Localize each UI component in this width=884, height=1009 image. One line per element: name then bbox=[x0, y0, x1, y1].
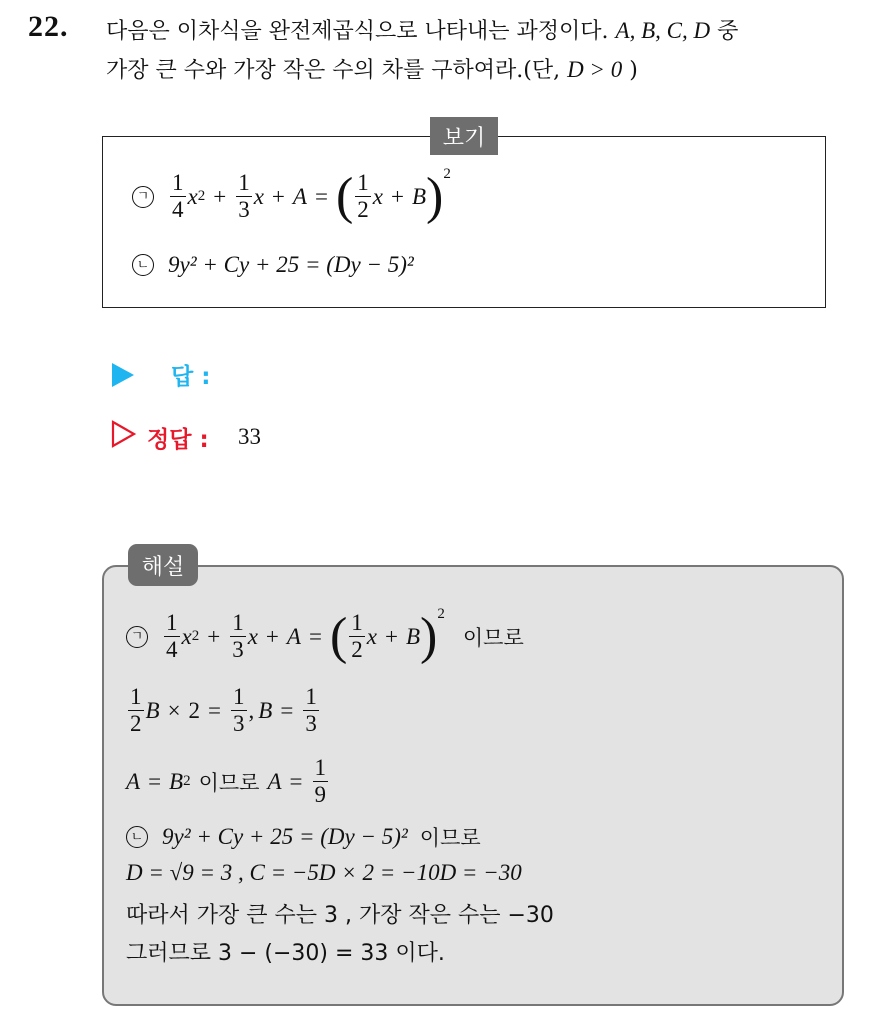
bogi-label: 보기 bbox=[430, 117, 498, 155]
fraction: $\frac{1}{2}$ bbox=[130, 684, 142, 736]
solution-line-6-text: 따라서 가장 큰 수는 3 , 가장 작은 수는 −30 bbox=[126, 903, 554, 928]
bogi-item-2-expr: 9y² + Cy + 25 = (Dy − 5)² bbox=[168, 252, 414, 277]
answer-label: 답 : bbox=[171, 364, 211, 390]
question-condition: D > 0 bbox=[567, 57, 623, 82]
solution-line-7 bbox=[126, 936, 445, 967]
solution-line-5 bbox=[126, 860, 522, 886]
solution-line-2: $\frac{1}{2}$ B × 2 = $\frac{1}{3}$ , B = $\frac{1}{3}$ bbox=[130, 684, 317, 736]
fraction: $\frac{1}{3}$ bbox=[232, 610, 244, 662]
question-line-1 bbox=[106, 14, 738, 45]
question-line-2 bbox=[106, 53, 638, 84]
solution-line-6 bbox=[126, 898, 554, 929]
solution-line-1: ㄱ $\frac{1}{4}$ x 2 + $\frac{1}{3}$ x + A = ( $\frac{1}{2}$ x + B ) $^2$ 이므로 bbox=[126, 610, 524, 663]
solution-line-4-expr: 9y² + Cy + 25 = (Dy − 5)² bbox=[162, 824, 408, 849]
fraction: $\frac{1}{3}$ bbox=[238, 170, 250, 222]
question-text-2: 가장 큰 수와 가장 작은 수의 차를 구하여라.(단, bbox=[106, 58, 561, 83]
outline-triangle-icon bbox=[111, 420, 137, 448]
play-triangle-icon bbox=[112, 363, 134, 387]
bogi-item-2 bbox=[132, 252, 414, 278]
question-text-1: 다음은 이차식을 완전제곱식으로 나타내는 과정이다. bbox=[106, 19, 609, 44]
fraction: $\frac{1}{3}$ bbox=[305, 684, 317, 736]
question-variables: A, B, C, D bbox=[615, 18, 711, 43]
solution-line-4-suffix: 이므로 bbox=[419, 826, 481, 850]
solution-line-1-suffix: 이므로 bbox=[462, 625, 524, 650]
solution-label: 해설 bbox=[128, 544, 198, 586]
correct-answer-value: 33 bbox=[238, 424, 261, 449]
solution-line-3-mid: 이므로 bbox=[198, 770, 260, 795]
question-text-2-end: ) bbox=[629, 58, 638, 83]
bogi-item-2-marker: ㄴ bbox=[132, 254, 154, 276]
correct-answer-label: 정답 : bbox=[147, 427, 209, 453]
solution-line-1-marker: ㄱ bbox=[126, 626, 148, 648]
fraction: $\frac{1}{9}$ bbox=[314, 755, 327, 807]
bogi-item-1-marker: ㄱ bbox=[132, 186, 154, 208]
fraction: $\frac{1}{2}$ bbox=[357, 170, 369, 222]
fraction: $\frac{1}{4}$ bbox=[172, 170, 184, 222]
solution-line-3: A = B 2 이므로 A = $\frac{1}{9}$ bbox=[126, 755, 327, 807]
fraction: $\frac{1}{2}$ bbox=[351, 610, 363, 662]
solution-line-4 bbox=[126, 822, 481, 852]
question-number: 22. bbox=[28, 10, 69, 43]
solution-line-4-marker: ㄴ bbox=[126, 826, 148, 848]
solution-line-7-text: 그러므로 3 − (−30) = 33 이다. bbox=[126, 941, 445, 966]
fraction: $\frac{1}{3}$ bbox=[233, 684, 245, 736]
solution-line-5-expr: D = √9 = 3 , C = −5D × 2 = −10D = −30 bbox=[126, 860, 522, 885]
question-text-1-end: 중 bbox=[717, 19, 739, 44]
bogi-item-1: ㄱ $\frac{1}{4}$ x 2 + $\frac{1}{3}$ x + A = ( $\frac{1}{2}$ x + B ) $^2$ bbox=[132, 170, 451, 223]
fraction: $\frac{1}{4}$ bbox=[166, 610, 178, 662]
